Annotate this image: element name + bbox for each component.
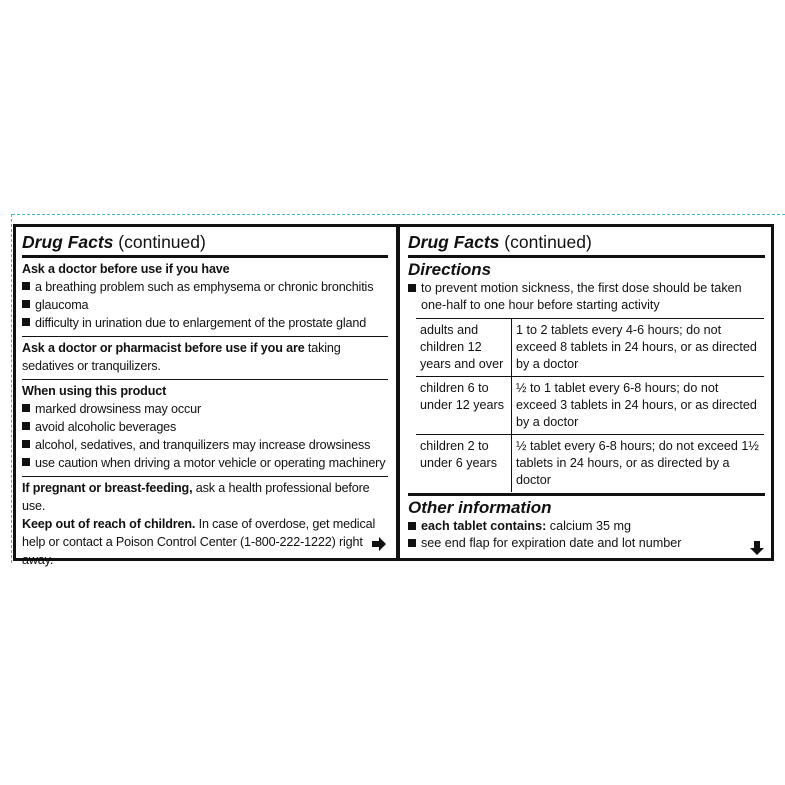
list-item	[22, 454, 388, 472]
table-row	[416, 319, 764, 377]
title-continued: (continued)	[504, 232, 592, 252]
tablet-contains-text: calcium 35 mg	[549, 519, 631, 533]
list-item	[22, 314, 388, 332]
keep-out-heading: Keep out of reach of children.	[22, 517, 196, 531]
list-item	[408, 518, 765, 535]
bullet-square-icon	[22, 282, 30, 290]
bullet-square-icon	[408, 539, 416, 547]
arrow-down-icon	[750, 541, 764, 555]
bullet-square-icon	[22, 300, 30, 308]
age-group-cell: children 2 to under 6 years	[416, 435, 512, 493]
list-item-text: difficulty in urination due to enlargement of the prostate gland	[35, 316, 367, 330]
list-item-text: marked drowsiness may occur	[35, 402, 202, 416]
left-panel-title	[22, 231, 388, 255]
ask-pharmacist-section	[22, 337, 388, 379]
pregnant-heading: If pregnant or breast-feeding,	[22, 481, 193, 495]
column-divider	[396, 227, 400, 558]
dosage-table	[416, 318, 764, 492]
left-panel	[22, 231, 388, 573]
expiration-note: see end flap for expiration date and lot number	[421, 536, 682, 550]
cut-line-left	[11, 214, 12, 563]
cut-line-top	[12, 214, 785, 215]
list-item	[22, 296, 388, 314]
list-item-text: alcohol, sedatives, and tranquilizers may increase drowsiness	[35, 438, 371, 452]
bullet-square-icon	[22, 458, 30, 466]
age-group-cell: adults and children 12 years and over	[416, 319, 512, 377]
list-item-text: use caution when driving a motor vehicle or operating machinery	[35, 456, 386, 470]
bullet-square-icon	[408, 284, 416, 292]
list-item-text: avoid alcoholic beverages	[35, 420, 177, 434]
directions-intro	[408, 280, 765, 314]
other-information-heading: Other information	[408, 498, 552, 517]
title-bold: Drug Facts	[22, 232, 114, 252]
right-panel	[408, 231, 765, 550]
dose-cell: ½ tablet every 6-8 hours; do not exceed 1½ tablets in 24 hours, or as directed by a doctor	[512, 435, 765, 493]
when-using-heading: When using this product	[22, 384, 167, 398]
arrow-right-icon	[372, 537, 386, 551]
title-bold: Drug Facts	[408, 232, 500, 252]
age-group-cell: children 6 to under 12 years	[416, 377, 512, 435]
keep-out-text: In case of overdose, get medical help or contact a Poison Control Center (1-800-222-1222) right away.	[22, 517, 376, 567]
list-item	[408, 535, 765, 552]
table-row	[416, 435, 764, 493]
when-using-section	[22, 380, 388, 476]
list-item-text: glaucoma	[35, 298, 89, 312]
ask-doctor-heading: Ask a doctor before use if you have	[22, 262, 230, 276]
pregnant-text: ask a health professional before use.	[22, 481, 370, 513]
list-item	[22, 418, 388, 436]
bullet-square-icon	[22, 440, 30, 448]
dose-cell: 1 to 2 tablets every 4-6 hours; do not exceed 8 tablets in 24 hours, or as directed by a doctor	[512, 319, 765, 377]
pregnancy-section	[22, 477, 388, 573]
directions-intro-text: to prevent motion sickness, the first dose should be taken one-half to one hour before starting activity	[421, 281, 742, 312]
directions-heading: Directions	[408, 260, 492, 279]
title-continued: (continued)	[118, 232, 206, 252]
right-panel-title	[408, 231, 765, 255]
ask-pharmacist-heading: Ask a doctor or pharmacist before use if you are	[22, 341, 305, 355]
ask-doctor-section	[22, 258, 388, 336]
tablet-contains-heading: each tablet contains:	[421, 519, 547, 533]
drug-facts-label	[13, 224, 774, 567]
list-item-text: a breathing problem such as emphysema or chronic bronchitis	[35, 280, 374, 294]
bullet-square-icon	[22, 318, 30, 326]
bullet-square-icon	[408, 522, 416, 530]
list-item	[22, 436, 388, 454]
list-item	[22, 400, 388, 418]
bullet-square-icon	[22, 404, 30, 412]
ask-pharmacist-text: taking sedatives or tranquilizers.	[22, 341, 341, 373]
dose-cell: ½ to 1 tablet every 6-8 hours; do not exceed 3 tablets in 24 hours, or as directed by a doctor	[512, 377, 765, 435]
other-information-section	[408, 493, 765, 552]
table-row	[416, 377, 764, 435]
bullet-square-icon	[22, 422, 30, 430]
list-item	[22, 278, 388, 296]
